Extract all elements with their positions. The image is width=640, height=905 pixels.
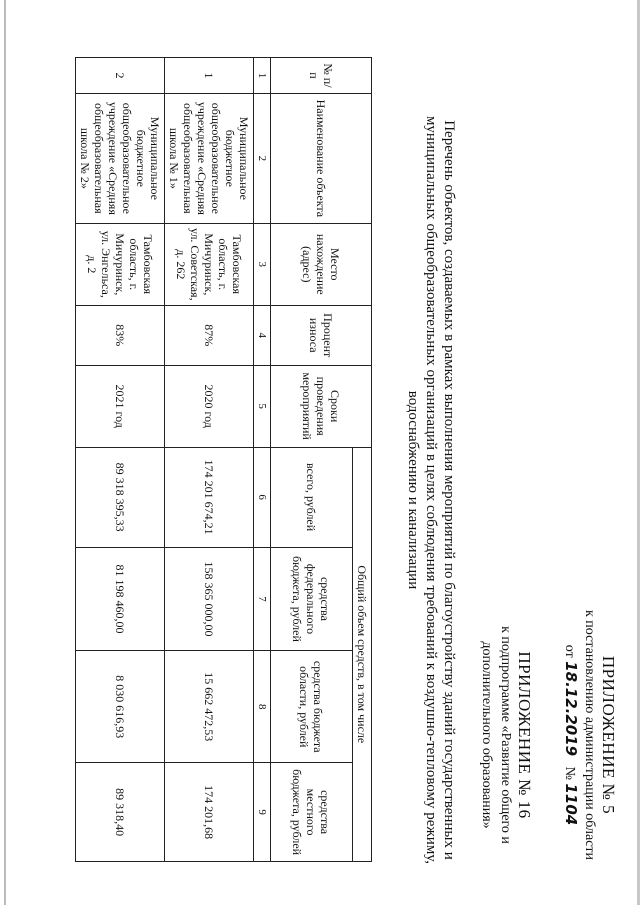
index-cell: 6 <box>254 447 271 547</box>
decree-line: к постановлению администрации области <box>582 609 597 861</box>
row-address: Тамбовская область, г. Мичуринск, ул. Энгельса, д. 2 <box>76 223 165 305</box>
index-cell: 2 <box>254 93 271 223</box>
row-total: 89 318 395,33 <box>76 447 165 547</box>
appendix-header <box>560 590 618 880</box>
row-wear: 83% <box>76 305 165 365</box>
index-cell: 7 <box>254 547 271 651</box>
header-name: Наименование объекта <box>271 93 372 223</box>
row-name: Муниципальное бюджетное общеобразовательное учреждение «Средняя общеобразовательная школа № 2» <box>76 93 165 223</box>
header-regional: средства бюджета области, рублей <box>271 651 353 763</box>
index-cell: 3 <box>254 223 271 305</box>
index-cell: 8 <box>254 651 271 763</box>
handwritten-number: 1104 <box>562 783 580 826</box>
row-regional: 15 662 472,53 <box>165 651 254 763</box>
table-index-row <box>254 58 271 862</box>
program-line-1: к подпрограмме «Развитие общего и <box>498 626 513 844</box>
header-local: средства местного бюджета, рублей <box>271 763 353 862</box>
table-row <box>165 58 254 862</box>
header-total-group: Общий объем средств, в том числе <box>353 447 372 861</box>
row-local: 89 318,40 <box>76 763 165 862</box>
row-wear: 87% <box>165 305 254 365</box>
table-header-row-1 <box>353 58 372 862</box>
objects-table <box>75 57 372 862</box>
row-federal: 158 365 000,00 <box>165 547 254 651</box>
row-federal: 81 198 460,00 <box>76 547 165 651</box>
row-num: 1 <box>165 58 254 94</box>
scan-edge-bottom <box>4 0 6 905</box>
header-wear: Процент износа <box>271 305 372 365</box>
header-address: Место нахождение (адрес) <box>271 223 372 305</box>
header-federal: средства федерального бюджета, рублей <box>271 547 353 651</box>
document-title: Перечень объектов, создаваемых в рамках выполнения мероприятий по благоустройству зданий государственных и муниципальных общеобразовательных организаций в целях соблюдения требований к воздушно-тепловому режиму, водоснабжению и канализации <box>405 115 457 865</box>
index-cell: 1 <box>254 58 271 94</box>
sub-appendix-header <box>477 590 534 880</box>
number-prefix: № <box>562 766 577 780</box>
header-period: Сроки проведения мероприятий <box>271 365 372 447</box>
header-num: № п/п <box>271 58 372 94</box>
date-prefix: от <box>562 644 577 658</box>
index-cell: 4 <box>254 305 271 365</box>
row-total: 174 201 674,21 <box>165 447 254 547</box>
row-regional: 8 030 616,93 <box>76 651 165 763</box>
header-total: всего, рублей <box>271 447 353 547</box>
index-cell: 5 <box>254 365 271 447</box>
sub-appendix-label: ПРИЛОЖЕНИЕ № 16 <box>515 651 534 819</box>
program-line-2: дополнительного образования» <box>479 641 494 829</box>
row-period: 2021 год <box>76 365 165 447</box>
decree-date-line <box>560 590 580 880</box>
index-cell: 9 <box>254 763 271 862</box>
row-num: 2 <box>76 58 165 94</box>
appendix-label: ПРИЛОЖЕНИЕ № 5 <box>599 655 618 815</box>
row-local: 174 201,68 <box>165 763 254 862</box>
table-row <box>76 58 165 862</box>
row-period: 2020 год <box>165 365 254 447</box>
row-address: Тамбовская область, г. Мичуринск, ул. Советская, д. 262 <box>165 223 254 305</box>
row-name: Муниципальное бюджетное общеобразовательное учреждение «Средняя общеобразовательная школа № 1» <box>165 93 254 223</box>
handwritten-date: 18.12.2019 <box>562 661 580 757</box>
